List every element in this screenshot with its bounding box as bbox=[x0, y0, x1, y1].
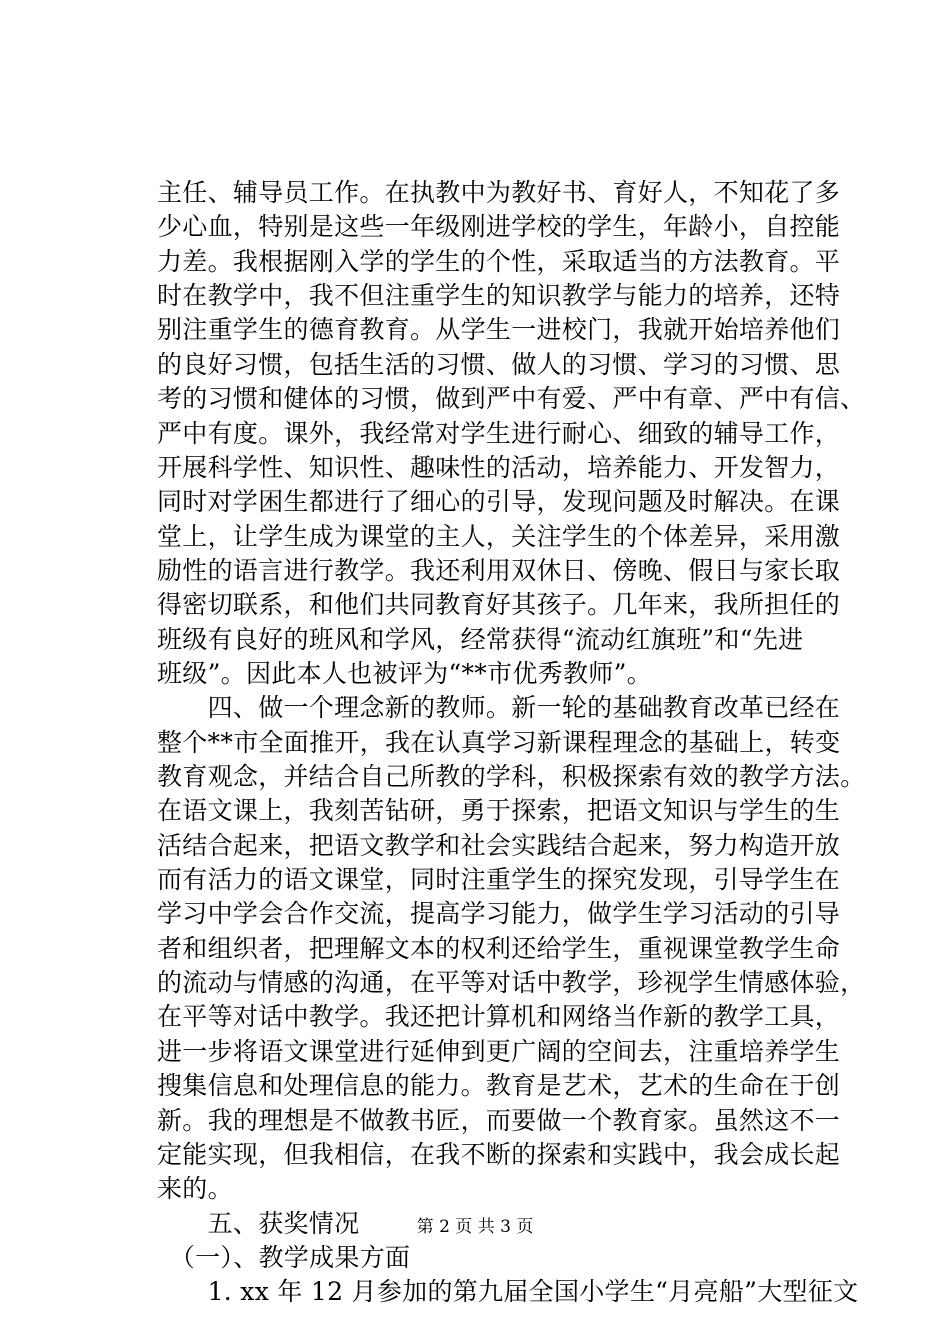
text-line: 五、获奖情况 bbox=[157, 1208, 360, 1238]
text-line: 同时对学困生都进行了细心的引导，发现问题及时解决。在课 bbox=[157, 487, 841, 517]
text-line: 考的习惯和健体的习惯，做到严中有爱、严中有章、严中有信、 bbox=[157, 384, 866, 414]
text-line: 者和组织者，把理解文本的权利还给学生，重视课堂教学生命 bbox=[157, 933, 841, 963]
text-line: 四、做一个理念新的教师。新一轮的基础教育改革已经在 bbox=[157, 693, 841, 723]
text-line: 的流动与情感的沟通，在平等对话中教学，珍视学生情感体验， bbox=[157, 968, 866, 998]
text-line: 新。我的理想是不做教书匠，而要做一个教育家。虽然这不一 bbox=[157, 1105, 841, 1135]
text-line: 的良好习惯，包括生活的习惯、做人的习惯、学习的习惯、思 bbox=[157, 349, 841, 379]
text-line: 力差。我根据刚入学的学生的个性，采取适当的方法教育。平 bbox=[157, 246, 841, 276]
text-line: （一）、教学成果方面 bbox=[157, 1242, 411, 1272]
text-line: 开展科学性、知识性、趣味性的活动，培养能力、开发智力， bbox=[157, 452, 841, 482]
text-line: 别注重学生的德育教育。从学生一进校门，我就开始培养他们 bbox=[157, 315, 841, 345]
text-line: 少心血，特别是这些一年级刚进学校的学生，年龄小，自控能 bbox=[157, 212, 841, 242]
text-line: 在语文课上，我刻苦钻研，勇于探索，把语文知识与学生的生 bbox=[157, 796, 841, 826]
text-line: 班级”。因此本人也被评为“**市优秀教师”。 bbox=[157, 658, 652, 688]
text-line: 时在教学中，我不但注重学生的知识教学与能力的培养，还特 bbox=[157, 281, 841, 311]
text-line: 进一步将语文课堂进行延伸到更广阔的空间去，注重培养学生 bbox=[157, 1036, 841, 1066]
text-line: 主任、辅导员工作。在执教中为教好书、育好人，不知花了多 bbox=[157, 178, 841, 207]
text-line: 严中有度。课外，我经常对学生进行耐心、细致的辅导工作， bbox=[157, 418, 841, 448]
text-line: 而有活力的语文课堂，同时注重学生的探究发现，引导学生在 bbox=[157, 865, 841, 894]
text-line: 活结合起来，把语文教学和社会实践结合起来，努力构造开放 bbox=[157, 830, 841, 860]
text-line: 来的。 bbox=[157, 1174, 233, 1204]
text-line: 励性的语言进行教学。我还利用双休日、傍晚、假日与家长取 bbox=[157, 555, 841, 585]
text-line: 班级有良好的班风和学风，经常获得“流动红旗班”和“先进 bbox=[157, 624, 804, 654]
text-line: 定能实现，但我相信，在我不断的探索和实践中，我会成长起 bbox=[157, 1139, 841, 1169]
text-line: 教育观念，并结合自己所教的学科，积极探索有效的教学方法。 bbox=[157, 762, 866, 791]
text-line: 得密切联系，和他们共同教育好其孩子。几年来，我所担任的 bbox=[157, 590, 841, 620]
text-line: 整个**市全面推开，我在认真学习新课程理念的基础上，转变 bbox=[157, 727, 841, 757]
text-line: 堂上，让学生成为课堂的主人，关注学生的个体差异，采用激 bbox=[157, 521, 841, 551]
page-footer: 第 2 页 共 3 页 bbox=[416, 1217, 534, 1237]
text-line: 1. xx 年 12 月参加的第九届全国小学生“月亮船”大型征文 bbox=[157, 1277, 859, 1307]
text-line: 学习中学会合作交流，提高学习能力，做学生学习活动的引导 bbox=[157, 899, 841, 929]
text-line: 在平等对话中教学。我还把计算机和网络当作新的教学工具， bbox=[157, 1002, 841, 1032]
text-line: 搜集信息和处理信息的能力。教育是艺术，艺术的生命在于创 bbox=[157, 1071, 841, 1101]
